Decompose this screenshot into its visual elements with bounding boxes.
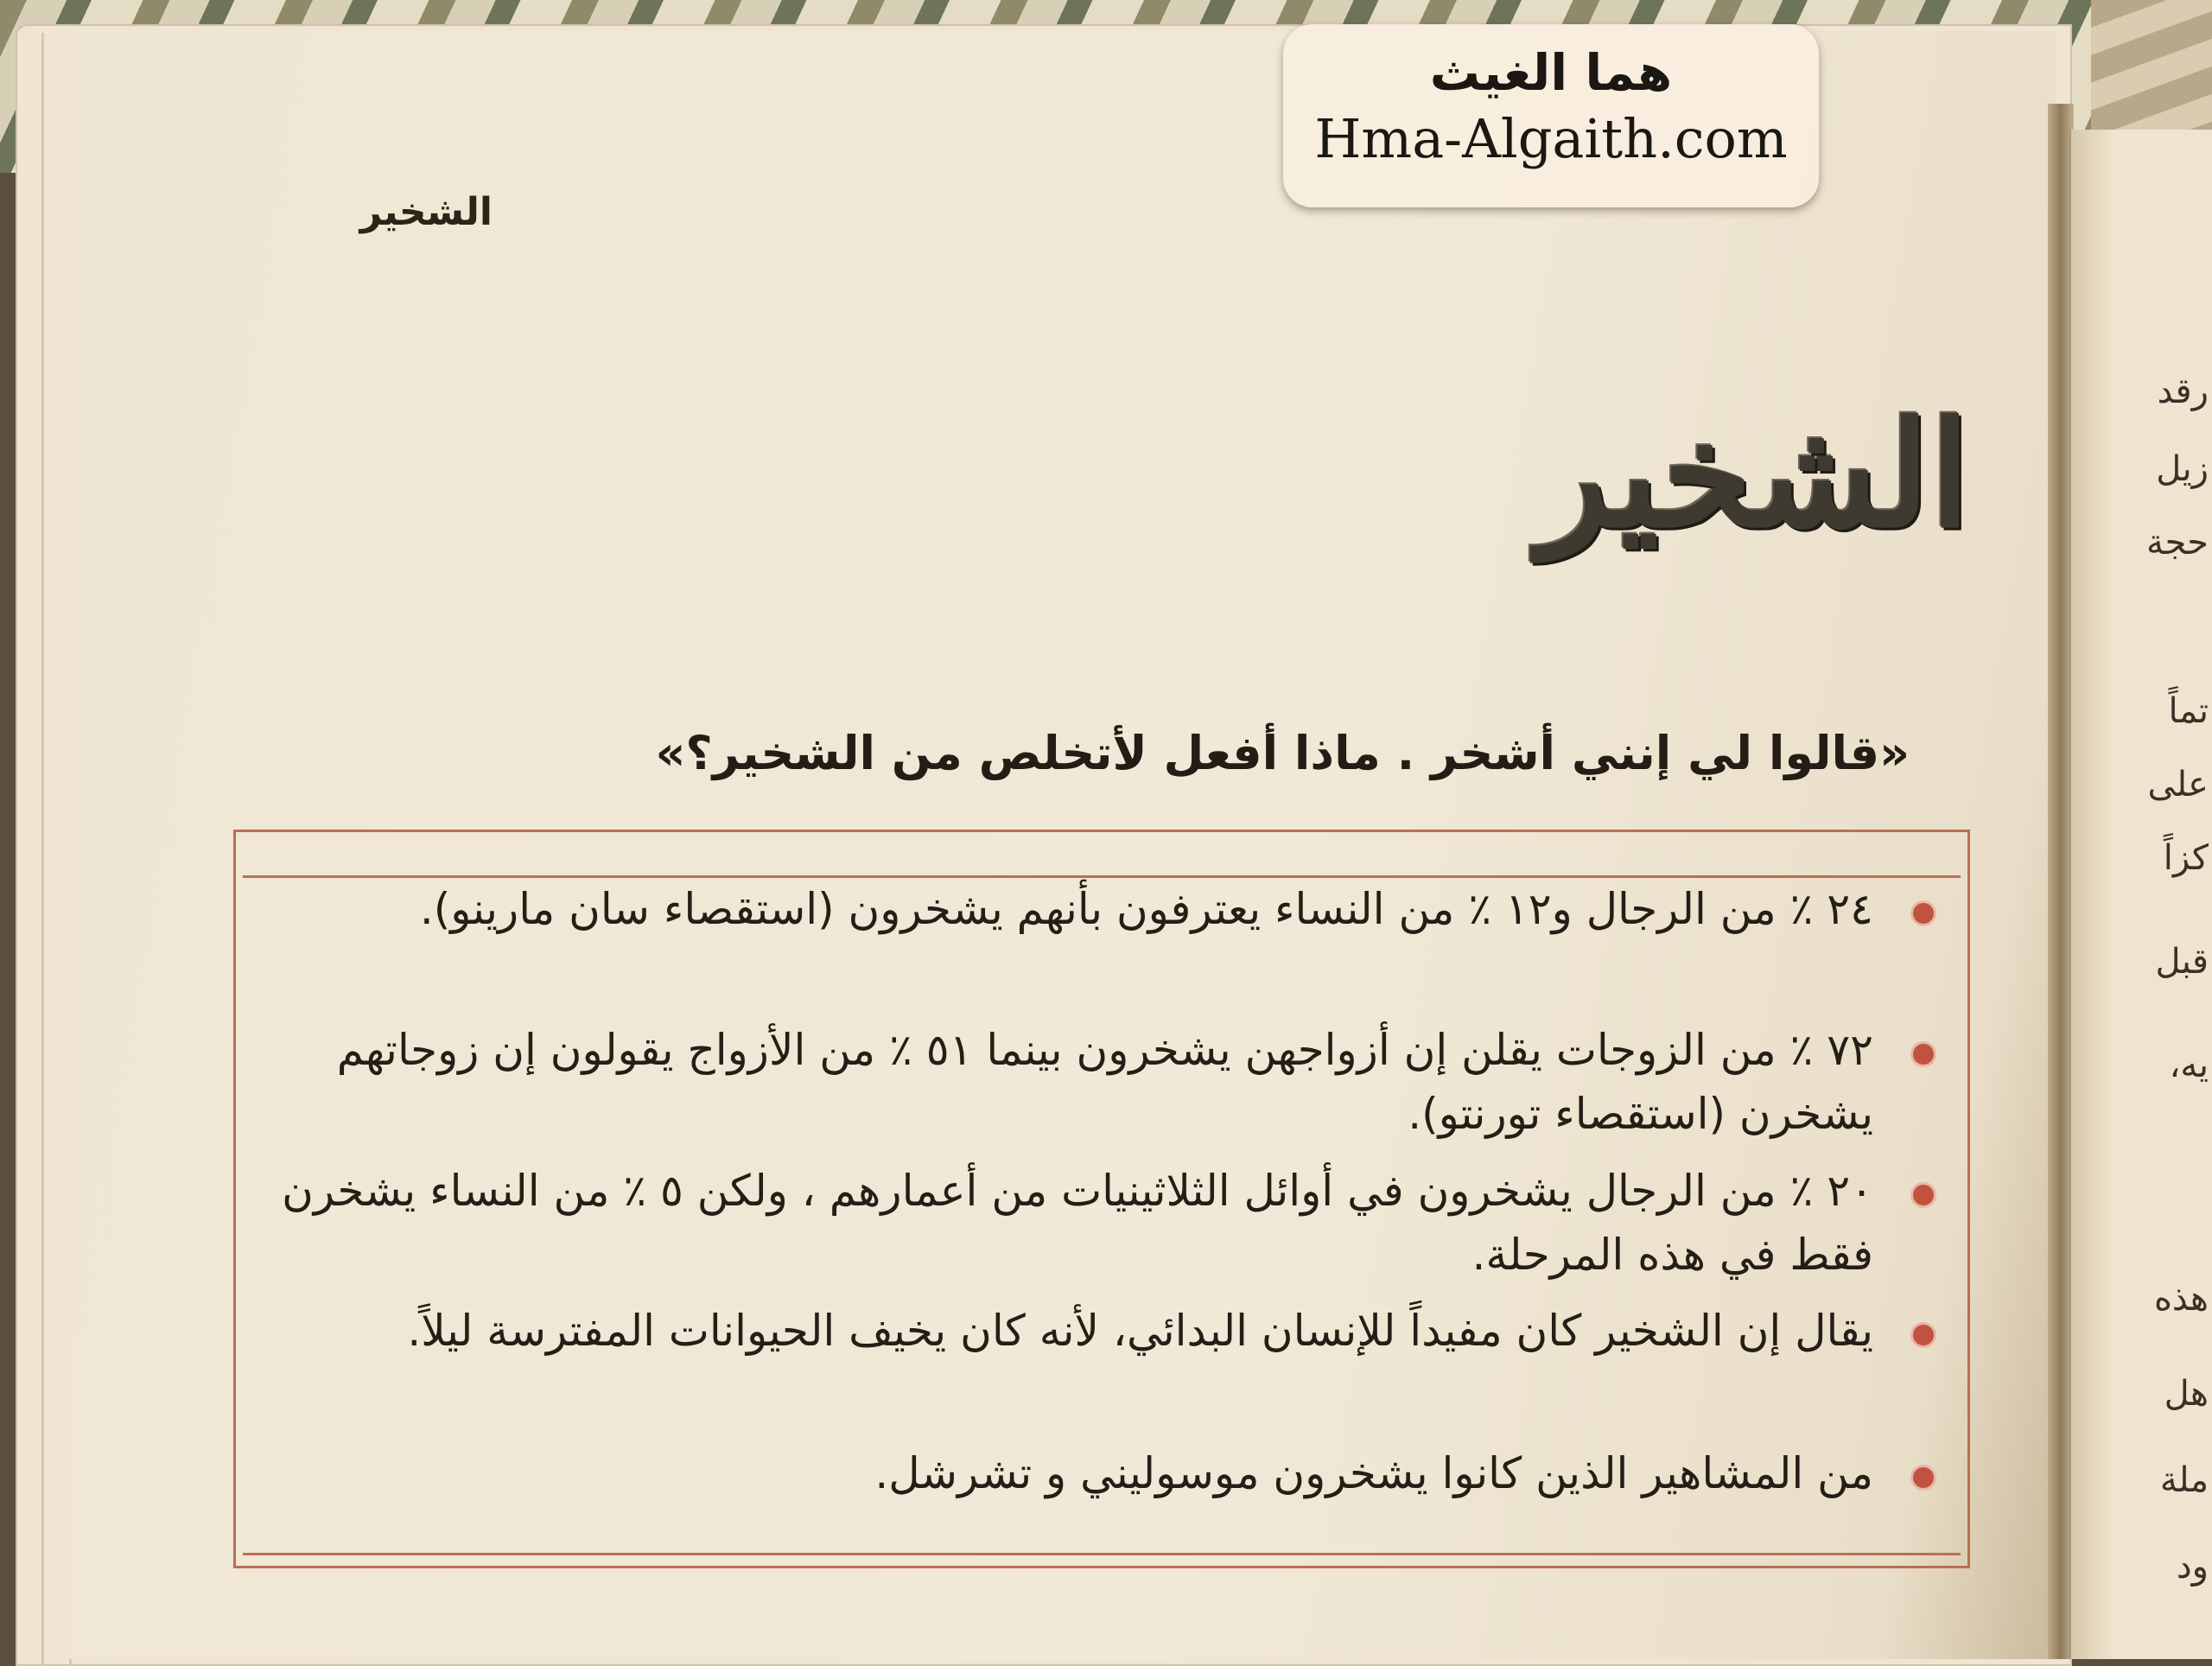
right-page-fragment: زيل — [2156, 449, 2209, 489]
right-page-fragment: يه، — [2169, 1046, 2209, 1085]
fact-text: يقال إن الشخير كان مفيداً للإنسان البدائي، لأنه كان يخيف الحيوانات المفترسة ليلاً. — [407, 1306, 1873, 1356]
bullet-icon — [1913, 1325, 1934, 1345]
fact-item — [270, 877, 1934, 941]
bullet-icon — [1913, 1185, 1934, 1205]
right-page — [2069, 130, 2212, 1659]
fact-item — [270, 1018, 1934, 1146]
fact-text: ٢٠ ٪ من الرجال يشخرون في أوائل الثلاثينيات من أعمارهم ، ولكن ٥ ٪ من النساء يشخرن فقط في هذه المرحلة. — [282, 1166, 1873, 1280]
fact-text: ٧٢ ٪ من الزوجات يقلن إن أزواجهن يشخرون بينما ٥١ ٪ من الأزواج يقولون إن زوجاتهم يشخرن (استقصاء تورنتو). — [336, 1025, 1873, 1139]
right-page-fragment: كزاً — [2163, 838, 2209, 878]
right-page-fragment: هذه — [2153, 1279, 2209, 1319]
watermark-url: Hma-Algaith.com — [1314, 107, 1788, 170]
bullet-icon — [1913, 1044, 1934, 1065]
fact-item — [270, 1159, 1934, 1287]
watermark-badge — [1283, 24, 1819, 207]
bullet-icon — [1913, 903, 1934, 924]
right-page-fragment: هل — [2164, 1374, 2209, 1414]
fact-item — [270, 1299, 1934, 1363]
fact-text: من المشاهير الذين كانوا يشخرون موسوليني و تشرشل. — [874, 1448, 1873, 1498]
right-page-fragment: على — [2147, 765, 2209, 804]
right-page-fragment: رقد — [2157, 372, 2209, 411]
right-page-fragment: قبل — [2155, 942, 2209, 982]
right-page-fragment: ود — [2176, 1547, 2209, 1587]
right-page-fragment: حجة — [2146, 523, 2209, 563]
watermark-arabic: هما الغيث — [1429, 43, 1673, 102]
bullet-icon — [1913, 1467, 1934, 1488]
chapter-question: «قالوا لي إنني أشخر . ماذا أفعل لأتخلص من الشخير؟» — [655, 726, 1910, 780]
right-page-fragment: تماً — [2168, 691, 2209, 731]
fact-item — [270, 1441, 1934, 1505]
fact-text: ٢٤ ٪ من الرجال و١٢ ٪ من النساء يعترفون بأنهم يشخرون (استقصاء سان مارينو). — [419, 884, 1873, 934]
running-header: الشخير — [359, 190, 493, 234]
facts-box — [233, 830, 1970, 1568]
right-page-fragment: ملة — [2159, 1460, 2209, 1500]
chapter-title: الشخير — [1538, 389, 1970, 560]
